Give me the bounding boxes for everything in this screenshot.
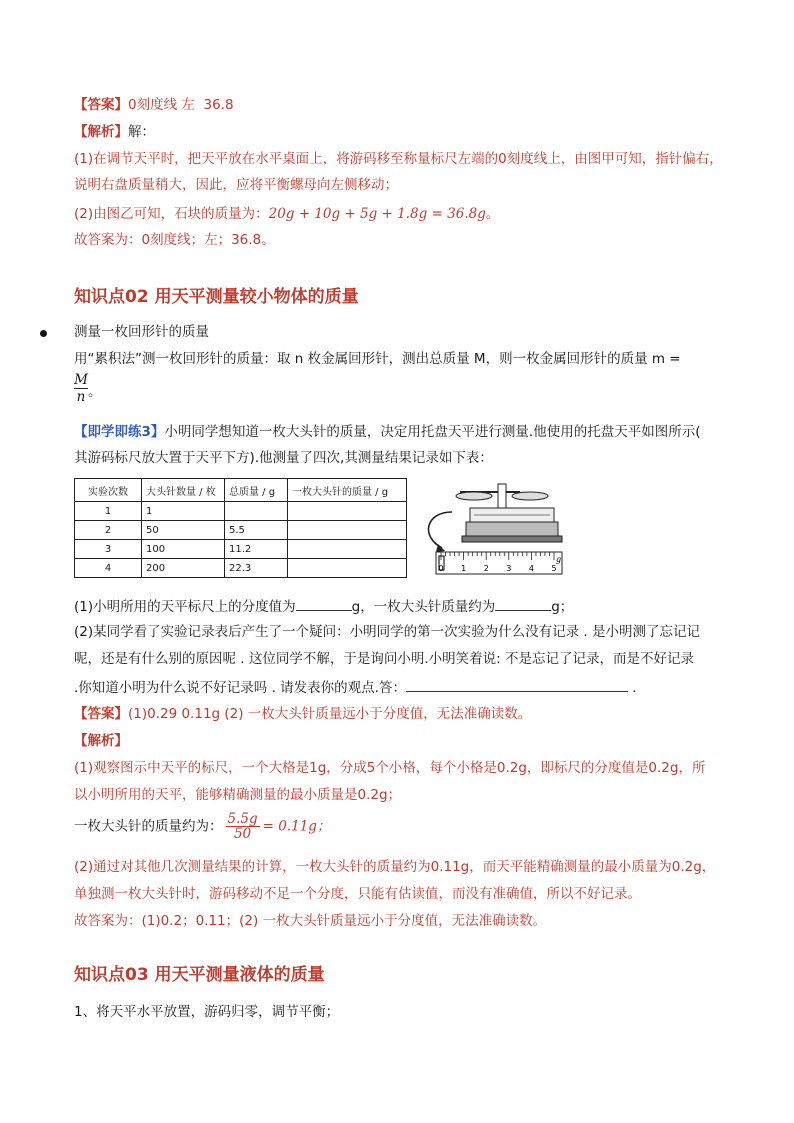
analysis3-p1-suffix: = 0.11g； [262, 818, 331, 835]
ruler-tick-label: 0 [438, 564, 444, 573]
table-cell [288, 502, 407, 521]
balance-base [466, 522, 558, 536]
table-cell: 22.3 [225, 559, 288, 578]
exercise3-text1: 小明同学想知道一枚大头针的质量，决定用托盘天平进行测量.他使用的托盘天平如图所示( [164, 424, 701, 440]
analysis3-frac-numerator: 5.5g [227, 811, 258, 827]
analysis-solution-label: 解： [128, 124, 155, 140]
analysis-p2-suffix: 。 [485, 206, 500, 222]
table-cell [288, 559, 407, 578]
table-header-cell: 总质量 / g [225, 479, 288, 502]
answer-blank-1[interactable] [296, 596, 352, 611]
section-heading-02: 知识点02 用天平测量较小物体的质量 [74, 287, 359, 307]
table-row [75, 502, 407, 521]
table-cell [288, 521, 407, 540]
answer3-tag: 【答案】 [74, 706, 128, 722]
analysis3-frac-denominator: 50 [233, 826, 252, 842]
analysis-p2-formula: 20g + 10g + 5g + 1.8g = 36.8g [268, 206, 486, 222]
question2-line1: (2)某同学看了实验记录表后产生了一个疑问：小明同学的第一次实验为什么没有记录 . 是小明测了忘记记 [74, 624, 700, 640]
analysis-p2-prefix: (2)由图乙可知，石块的质量为： [74, 206, 269, 222]
table-cell [225, 502, 288, 521]
section2-desc-end: 。 [88, 384, 102, 400]
table-cell: 50 [142, 521, 225, 540]
analysis3-tag: 【解析】 [74, 733, 128, 749]
analysis3-fraction [226, 812, 260, 841]
table-cell: 11.2 [225, 540, 288, 559]
bullet-text: 测量一枚回形针的质量 [74, 324, 209, 340]
analysis-line-1 [74, 123, 155, 141]
exercise3-tag: 【即学即练3】 [74, 424, 165, 440]
table-cell: 5.5 [225, 521, 288, 540]
fraction-denominator: n [76, 389, 86, 405]
table-cell: 2 [75, 521, 142, 540]
ruler-tick-label: 2 [483, 564, 489, 573]
answer-tag: 【答案】 [74, 97, 128, 113]
analysis3-summary: 故答案为：(1)0.2；0.11；(2) 一枚大头针质量远小于分度值，无法准确读数。 [74, 913, 547, 929]
balance-figure [412, 478, 568, 580]
table-row [75, 559, 407, 578]
analysis-p2-line [74, 205, 499, 223]
answer-text: 0刻度线 左 [128, 97, 195, 113]
ruler-tick-label: 5 [551, 564, 557, 573]
analysis3-p2-line1: (2)通过对其他几次测量结果的计算，一枚大头针的质量约为0.11g，而天平能精确测量的最小质量为0.2g， [74, 859, 716, 875]
table-cell: 1 [75, 502, 142, 521]
answer-line-1 [74, 96, 234, 114]
ruler-unit-label: g [556, 555, 562, 564]
analysis3-tag-line [74, 732, 128, 750]
answer-blank-3[interactable] [406, 677, 628, 692]
question2-end: . [632, 680, 637, 696]
analysis-p1-line1: (1)在调节天平时，把天平放在水平桌面上，将游码移至称量标尺左端的0刻度线上，由图甲可知，指针偏右， [74, 151, 723, 167]
table-cell: 200 [142, 559, 225, 578]
section2-desc-line: 用“累积法”测一枚回形针的质量：取 n 枚金属回形针，测出总质量 M，则一枚金属回形针的质量 m = [74, 351, 681, 367]
table-cell: 3 [75, 540, 142, 559]
section3-step1: 1、将天平水平放置，游码归零，调节平衡； [74, 1004, 340, 1020]
question1-line [74, 596, 573, 616]
answer3-text: (1)0.29 0.11g (2) 一枚大头针质量远小于分度值，无法准确读数。 [128, 706, 532, 722]
analysis-tag: 【解析】 [74, 124, 128, 140]
exercise3-line1 [74, 423, 700, 441]
ruler-tick-label: 4 [528, 564, 534, 573]
question2-part3: .你知道小明为什么说不好记录吗 . 请发表你的观点.答： [74, 680, 406, 696]
question2-line3 [74, 677, 637, 697]
analysis-p1-line2: 说明右盘质量稍大，因此，应将平衡螺母向左侧移动； [74, 177, 398, 193]
question1-part-c: g； [551, 599, 574, 615]
analysis-summary-1: 故答案为：0刻度线；左；36.8。 [74, 232, 275, 248]
analysis3-p1-line3 [74, 812, 330, 841]
table-header-cell: 大头针数量 / 枚 [142, 479, 225, 502]
table-header-cell: 实验次数 [75, 479, 142, 502]
answer-value: 36.8 [203, 97, 234, 113]
analysis3-p1-line2: 以小明所用的天平，能够精确测量的最小质量是0.2g； [74, 787, 402, 803]
table-header-cell: 一枚大头针的质量 / g [288, 479, 407, 502]
table-cell: 1 [142, 502, 225, 521]
exercise3-line2: 其游码标尺放大置于天平下方).他测量了四次,其测量结果记录如下表： [74, 450, 493, 466]
section-heading-03: 知识点03 用天平测量液体的质量 [74, 965, 325, 985]
bullet-dot [40, 330, 47, 337]
right-pan [512, 492, 548, 500]
analysis3-p2-line2: 单独测一枚大头针时，游码移动不足一个分度，只能有估读值，而没有准确值，所以不好记录。 [74, 886, 641, 902]
section2-fraction [74, 372, 88, 405]
table-cell: 100 [142, 540, 225, 559]
table-cell: 4 [75, 559, 142, 578]
question1-part-a: (1)小明所用的天平标尺上的分度值为 [74, 599, 296, 615]
answer-blank-2[interactable] [495, 596, 551, 611]
ruler-tick-label: 1 [461, 564, 467, 573]
balance-foot [462, 536, 562, 542]
table-cell [288, 540, 407, 559]
table-row [75, 521, 407, 540]
analysis3-p1-line1: (1)观察图示中天平的标尺，一个大格是1g，分成5个小格，每个小格是0.2g，即标尺的分度值是0.2g，所 [74, 760, 706, 776]
experiment-table [74, 478, 407, 578]
question1-part-b: g，一枚大头针质量约为 [351, 599, 496, 615]
table-header-row [75, 479, 407, 502]
question2-line2: 呢，还是有什么别的原因呢 . 这位同学不解，于是询问小明.小明笑着说: 不是忘记了记录，而是不好记录 [74, 651, 695, 667]
fraction-numerator: M [74, 372, 88, 388]
ruler-tick-label: 3 [506, 564, 512, 573]
answer-line-3 [74, 705, 531, 723]
magnify-arrow [429, 512, 452, 548]
table-row [75, 540, 407, 559]
left-pan [456, 492, 492, 500]
analysis3-p1-prefix: 一枚大头针的质量约为： [74, 818, 223, 835]
